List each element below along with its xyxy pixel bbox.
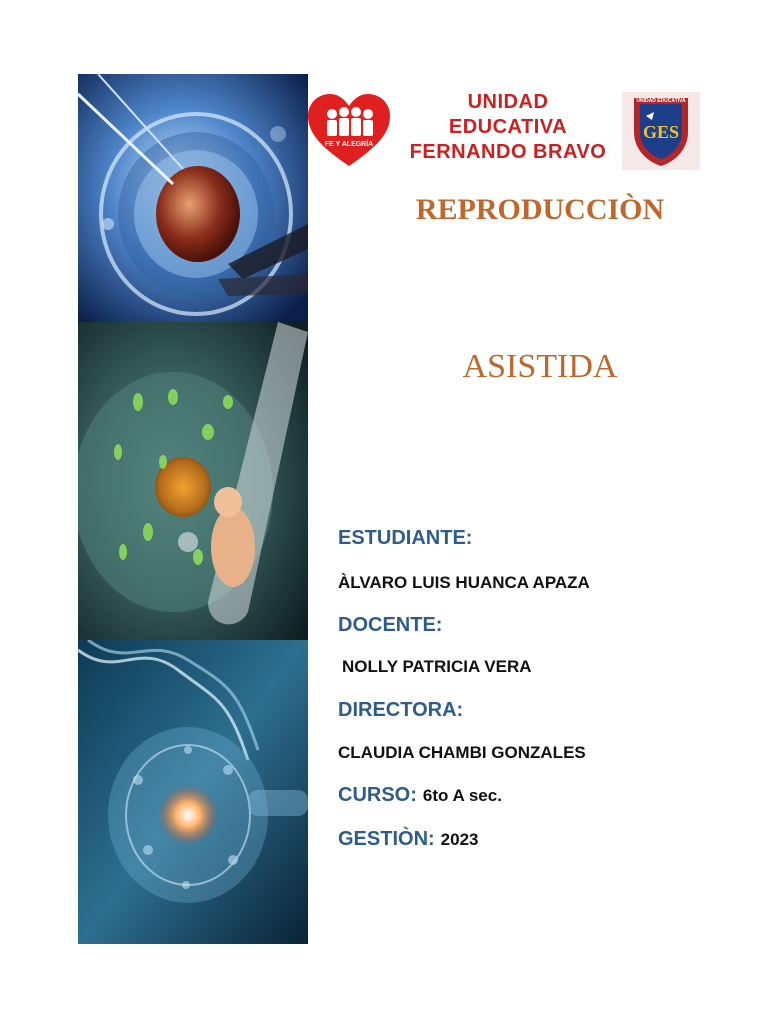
director-value: CLAUDIA CHAMBI GONZALES [338, 743, 586, 762]
title-line-1: REPRODUCCIÒN [415, 193, 665, 226]
ges-school-crest-logo [622, 92, 700, 170]
director-label: DIRECTORA: [338, 699, 464, 721]
ges-logo-top-text: UNIDAD EDUCATIVA [636, 98, 686, 104]
fe-y-alegria-logo-text: FE Y ALEGRÍA [324, 141, 374, 148]
teacher-value: NOLLY PATRICIA VERA [342, 657, 532, 676]
course-row [338, 784, 502, 807]
year-label: GESTIÒN: [338, 828, 435, 850]
student-label: ESTUDIANTE: [338, 527, 473, 549]
ges-logo-mark-text: GES [642, 122, 680, 142]
course-value: 6to A sec. [422, 786, 502, 805]
embryo-test-tube-image [78, 322, 308, 640]
dna-cell-image [78, 640, 308, 944]
year-row [338, 828, 479, 851]
student-value: ÀLVARO LUIS HUANCA APAZA [338, 573, 590, 592]
school-name-line-1: UNIDAD [467, 91, 549, 113]
school-name-line-3: FERNANDO BRAVO [409, 141, 607, 163]
egg-injection-image [78, 74, 308, 322]
year-value: 2023 [440, 830, 479, 849]
teacher-label: DOCENTE: [338, 614, 443, 636]
cover-image-strip [78, 74, 308, 944]
school-name [398, 90, 618, 165]
fe-y-alegria-logo [306, 92, 392, 168]
course-label: CURSO: [338, 784, 417, 806]
school-name-line-2: EDUCATIVA [448, 116, 568, 138]
title-line-2: ASISTIDA [462, 348, 618, 385]
